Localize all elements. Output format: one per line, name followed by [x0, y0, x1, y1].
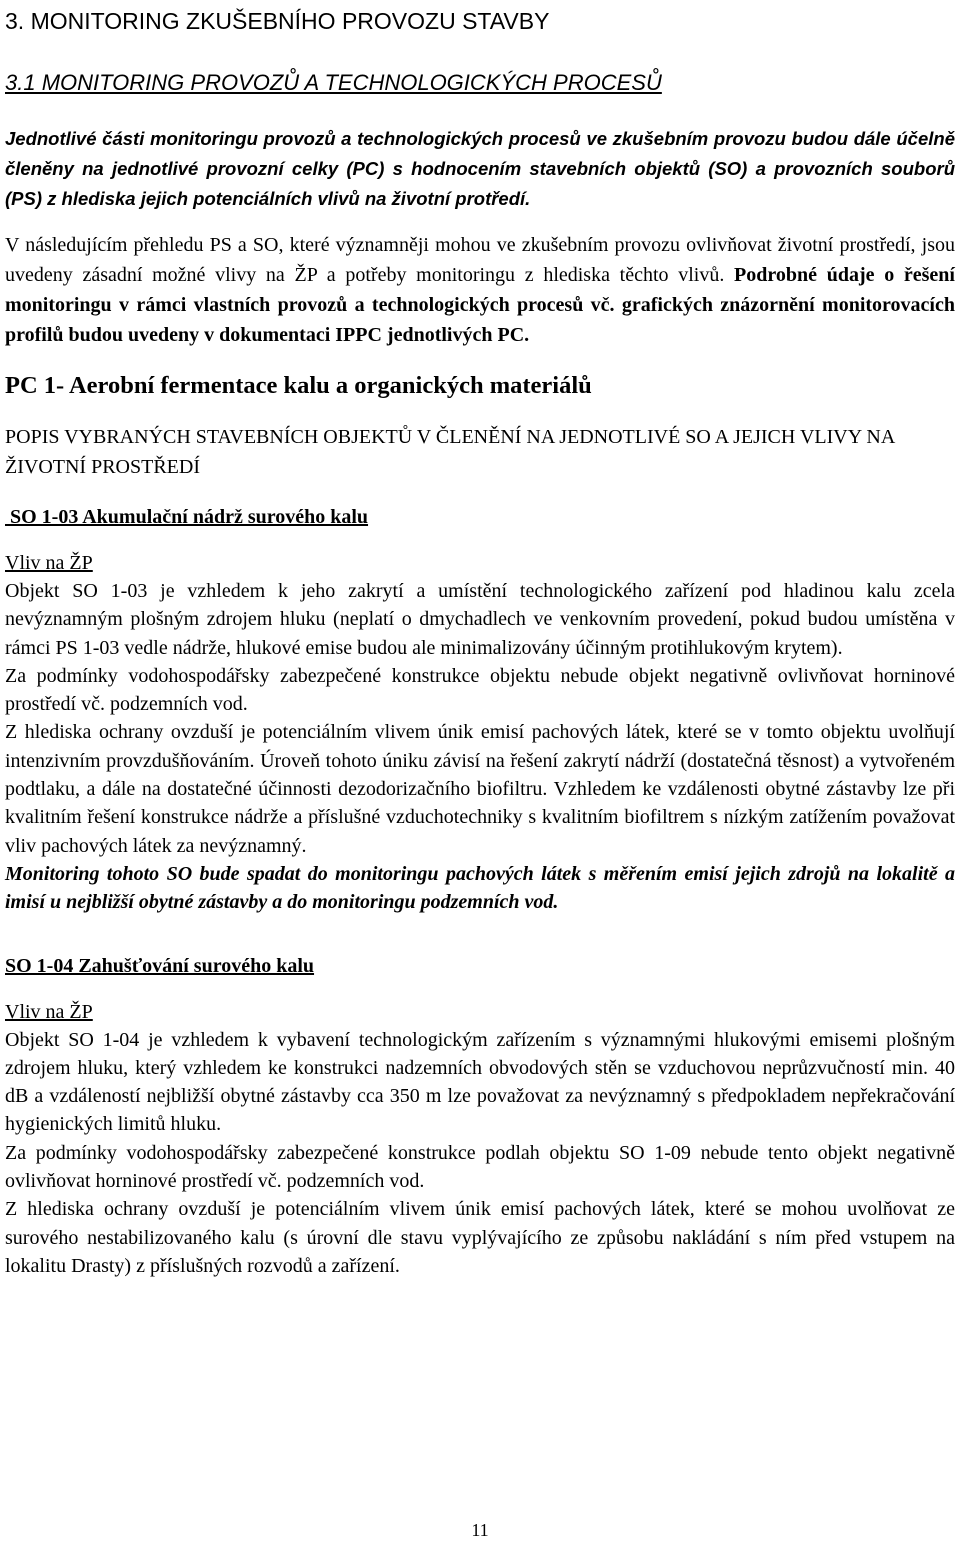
- so-1-03-paragraph-air: Z hlediska ochrany ovzduší je potenciálním vlivem únik emisí pachových látek, které se v tomto objektu uvolňují intenzivním provzdušňováním. Úroveň tohoto úniku závisí na řešení zakrytí nádrží (dostatečná těsnost) a vytvořeném podtlaku, a dále na dostatečné účinnosti dezodorizačního biofiltru. Vzhledem ke vzdálenosti obytné zástavby lze při kvalitním řešení konstrukce nádrže a příslušné vzduchotechniky s kvalitním biofiltrem s nízkým zatížením považovat vliv pachových látek za nevýznamný.: [5, 721, 955, 857]
- page-number: 11: [471, 1520, 489, 1540]
- objects-caption: POPIS VYBRANÝCH STAVEBNÍCH OBJEKTŮ V ČLENĚNÍ NA JEDNOTLIVÉ SO A JEJICH VLIVY NA ŽIVOTNÍ PROSTŘEDÍ: [5, 426, 895, 478]
- so-1-04-impact-label: Vliv na ŽP: [5, 1000, 93, 1023]
- chapter-heading: 3. MONITORING ZKUŠEBNÍHO PROVOZU STAVBY: [5, 8, 550, 34]
- pc-title: PC 1- Aerobní fermentace kalu a organických materiálů: [5, 372, 592, 399]
- so-1-04-paragraph-air: Z hlediska ochrany ovzduší je potenciálním vlivem únik emisí pachových látek, které se mohou uvolňovat ze surového nestabilizovaného kalu (s úrovní dle stavu vyplývajícího ze způsobu nakládání s ním před vstupem na lokalitu Drasty) z příslušných rozvodů a zařízení.: [5, 1198, 955, 1277]
- so-1-03-impact-label: Vliv na ŽP: [5, 552, 93, 574]
- so-1-04-paragraph-water: Za podmínky vodohospodářsky zabezpečené konstrukce podlah objektu SO 1-09 nebude tento objekt negativně ovlivňovat horninové prostředí vč. podzemních vod.: [5, 1141, 955, 1193]
- overview-paragraph: [5, 230, 955, 350]
- so-1-03-paragraph-noise: Objekt SO 1-03 je vzhledem k jeho zakrytí a umístění technologického zařízení pod hladinou kalu zcela nevýznamným plošným zdrojem hluku (neplatí o dmychadlech ve venkovním provedení, pokud budou umístěna v rámci PS 1-03 vedle nádrže, hlukové emise budou ale minimalizovány účinným protihlukovým krytem).: [5, 580, 955, 659]
- document-page: [5, 0, 955, 1280]
- so-1-04-paragraph-noise: Objekt SO 1-04 je vzhledem k vybavení technologickým zařízením s významnými hlukovými emisemi plošným zdrojem hluku, který vzhledem ke konstrukci nadzemních obvodových stěn se vzduchovou neprůzvučností min. 40 dB a vzdáleností nejbližší obytné zástavby cca 350 m lze považovat za nevýznamný s předpokladem nepřekračování hygienických limitů hluku.: [5, 1028, 955, 1136]
- so-1-04-title: SO 1-04 Zahušťování surového kalu: [5, 954, 315, 977]
- section-heading: 3.1 MONITORING PROVOZŮ A TECHNOLOGICKÝCH PROCESŮ: [5, 70, 662, 95]
- so-1-03-title: SO 1-03 Akumulační nádrž surového kalu: [10, 506, 369, 528]
- intro-paragraph: Jednotlivé části monitoringu provozů a technologických procesů ve zkušebním provozu budou dále účelně členěny na jednotlivé provozní celky (PC) s hodnocením stavebních objektů (SO) a provozních souborů (PS) z hlediska jejich potenciálních vlivů na životní protředí.: [5, 128, 955, 209]
- overview-bold-text: Podrobné údaje o řešení monitoringu v rámci vlastních provozů a technologických procesů vč. grafických znázornění monitorovacích profilů budou uvedeny v dokumentaci IPPC jednotlivých PC.: [5, 264, 955, 346]
- overview-text: V následujícím přehledu PS a SO, které významněji mohou ve zkušebním provozu ovlivňovat životní prostředí, jsou uvedeny zásadní možné vlivy na ŽP a potřeby monitoringu z hlediska těchto vlivů.: [5, 234, 955, 286]
- so-1-03-paragraph-water: Za podmínky vodohospodářsky zabezpečené konstrukce objektu nebude objekt negativně ovlivňovat horninové prostředí vč. podzemních vod.: [5, 664, 955, 716]
- so-1-03-monitoring: Monitoring tohoto SO bude spadat do monitoringu pachových látek s měřením emisí jejich zdrojů na lokalitě a imisí u nejbližší obytné zástavby a do monitoringu podzemních vod.: [5, 862, 955, 914]
